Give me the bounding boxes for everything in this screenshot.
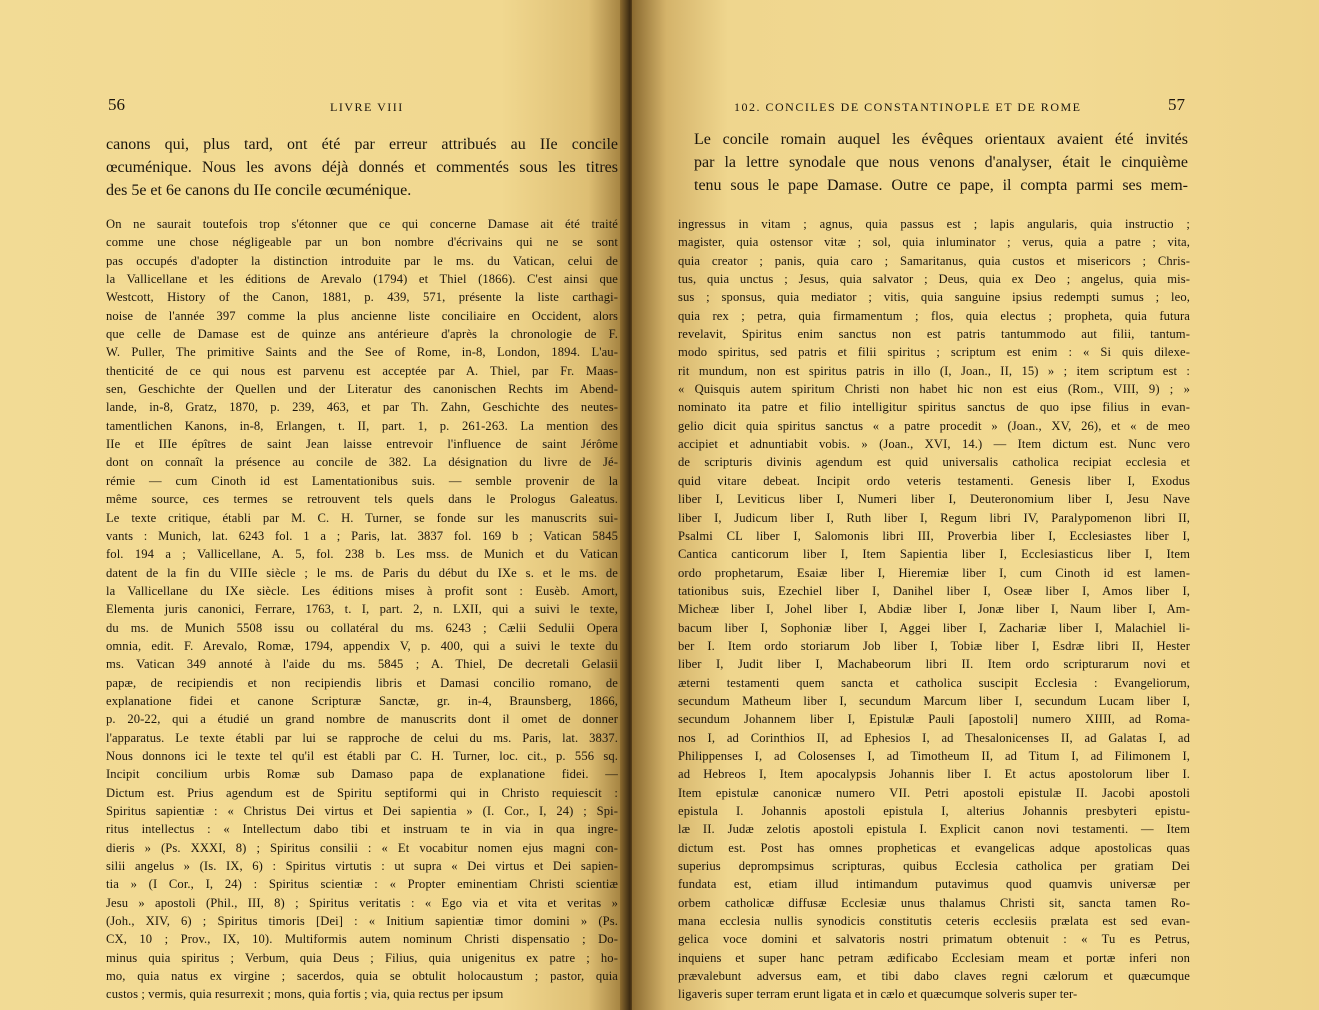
note-line: W. Puller, The primitive Saints and the See of Rome, in-8, London, 1894. L'au- — [106, 345, 618, 360]
left-page — [0, 0, 626, 1010]
note-line: nominato ita patre et filio intelligitur spiritus sanctus de quo ipse filius in evan- — [678, 400, 1190, 415]
note-line: Incipit concilium urbis Romæ sub Damaso papa de explanatione fidei. — — [106, 767, 618, 782]
note-line: quia rex ; petra, quia firmamentum ; flos, quia electus ; propheta, quia futura — [678, 308, 1190, 323]
note-line: gelica voce domini et salvatoris nostri primatum obtenuit : « Tu es Petrus, — [678, 932, 1190, 947]
note-line: nos I, ad Corinthios II, ad Ephesios I, ad Thesalonicenses II, ad Galatas I, ad — [678, 730, 1190, 745]
note-line: Westcott, History of the Canon, 1881, p. 439, 571, présente la liste carthagi- — [106, 290, 618, 305]
note-line: ad Hebreos I, Item apocalypsis Johannis liber I. Et actus apostolorum liber I. — [678, 767, 1190, 782]
note-line: l'apparatus. Le texte établi par lui se rapproche de celui du ms. Paris, lat. 3837. — [106, 730, 618, 745]
right-lead-text — [694, 128, 1188, 197]
note-line: Micheæ liber I, Johel liber I, Abdiæ liber I, Jonæ liber I, Naum liber I, Am- — [678, 602, 1190, 617]
note-line: inquiens et super hanc petram ædificabo Ecclesiam meam et portæ inferi non — [678, 950, 1190, 965]
right-page-number: 57 — [1168, 95, 1185, 114]
note-line: Cantica canticorum liber I, Item Sapientia liber I, Ecclesiasticus liber I, Item — [678, 547, 1190, 562]
note-line: accipiet et adnuntiabit vobis. » (Joan., XVI, 14.) — Item dictum est. Nunc vero — [678, 437, 1190, 452]
note-line: Philippenses I, ad Colosenses I, ad Timotheum II, ad Titum I, ad Filimonem I, — [678, 748, 1190, 763]
lead-line: des 5e et 6e canons du IIe concile œcuménique. — [106, 182, 412, 199]
note-line: dictum est. Post has omnes propheticas et evangelicas adque apostolicas quas — [678, 840, 1190, 855]
note-line: de scripturis divinis agendum est quid universalis catholica recipiat ecclesia et — [678, 455, 1190, 470]
note-line: fol. 194 a ; Vallicellane, A. 5, fol. 238 b. Les mss. de Munich et du Vatican — [106, 547, 618, 562]
note-line: tamentlichen Kanons, in-8, Erlangen, t. II, part. 1, p. 261-263. La mention des — [106, 418, 618, 433]
note-line: même source, ces termes se retrouvent tels quels dans le Prologus Galeatus. — [106, 492, 618, 507]
note-line: Psalmi CL liber I, Salomonis libri III, Proverbia liber I, Ecclesiastes liber I, — [678, 528, 1190, 543]
note-line: ordo prophetarum, Esaiæ liber I, Hieremiæ liber I, cum Cinoth id est lamen- — [678, 565, 1190, 580]
right-footnote-block — [678, 215, 1190, 1004]
note-line: (Joh., XIV, 6) ; Spiritus timoris [Dei] : « Initium sapientiæ timor domini » (Ps. — [106, 914, 618, 929]
note-line: Elementa juris canonici, Ferrare, 1763, t. I, part. 2, n. LXII, qui a suivi le texte, — [106, 602, 618, 617]
note-line: CX, 10 ; Prov., IX, 10). Multiformis autem nominum Christi dispensatio ; Do- — [106, 932, 618, 947]
note-line: bacum liber I, Sophoniæ liber I, Aggei liber I, Zachariæ liber I, Malachiel li- — [678, 620, 1190, 635]
note-line: revelavit, Spiritus enim sanctus non est patris tantummodo aut filii, tantum- — [678, 327, 1190, 342]
note-line: dieris » (Ps. XXXI, 8) ; Spiritus consilii : « Et vocabitur nomen ejus magni con- — [106, 840, 618, 855]
note-line: du ms. de Munich 5508 issu ou collatéral du ms. 6243 ; Cælii Sedulii Opera — [106, 620, 618, 635]
note-line: vants : Munich, lat. 6243 fol. 1 a ; Paris, lat. 3837 fol. 169 b ; Vatican 5845 — [106, 528, 618, 543]
note-line: Jesu » apostoli (Phil., III, 8) ; Spiritus veritatis : « Ego via et vita et veritas » — [106, 895, 618, 910]
note-line: prævalebunt adversus eam, et tibi dabo claves regni cælorum et quæcumque — [678, 969, 1190, 984]
note-line: minus quia spiritus ; Verbum, quia Deus ; Filius, quia unigenitus ex patre ; ho- — [106, 950, 618, 965]
note-line: p. 20-22, qui a étudié un grand nombre de manuscrits dont il omet de donner — [106, 712, 618, 727]
note-line: ms. Vatican 349 annoté à l'aide du ms. 5845 ; A. Thiel, De decretali Gelasii — [106, 657, 618, 672]
note-line: quia creator ; panis, quia caro ; Samaritanus, quia custos et misericors ; Chris- — [678, 253, 1190, 268]
note-line: Le texte critique, établi par M. C. H. Turner, se fonde sur les manuscrits sui- — [106, 510, 618, 525]
note-line: tationibus suis, Ezechiel liber I, Danihel liber I, Oseæ liber I, Amos liber I, — [678, 583, 1190, 598]
note-line: que celle de Damase est de quinze ans antérieure d'après la chronologie de F. — [106, 327, 618, 342]
note-line: mana ecclesia nullis synodicis constitutis ceteris ecclesiis prælata est sed evan- — [678, 914, 1190, 929]
note-line: secundum Matheum liber I, secundum Marcum liber I, secundum Lucam liber I, — [678, 693, 1190, 708]
note-line: datent de la fin du VIIIe siècle ; le ms. de Paris du début du IXe s. et le ms. de — [106, 565, 618, 580]
lead-line: tenu sous le pape Damase. Outre ce pape, il compta parmi ses mem- — [694, 177, 1188, 194]
note-line: sus ; sponsus, quia mediator ; vitis, quia sanguine ipsius redempti sumus ; leo, — [678, 290, 1190, 305]
note-line: quid vitare debeat. Incipit ordo veteris testamenti. Genesis liber I, Exodus — [678, 473, 1190, 488]
note-line: tus, quia unctus ; Jesus, quia salvator ; Deus, quia ex Deo ; angelus, quia mis- — [678, 272, 1190, 287]
note-line: la Vallicellane et les éditions de Arevalo (1794) et Thiel (1866). C'est ainsi que — [106, 272, 618, 287]
note-line: æterni testamenti quem sancta et catholica suscipit Ecclesia : Evangeliorum, — [678, 675, 1190, 690]
note-line: superius deprompsimus scripturas, quibus Ecclesia catholica per gratiam Dei — [678, 859, 1190, 874]
note-line: Item epistulæ canonicæ numero VII. Petri apostoli epistulæ II. Jacobi apostoli — [678, 785, 1190, 800]
note-line: Dictum est. Prius agendum est de Spiritu septiformi qui in Christo requiescit : — [106, 785, 618, 800]
note-line: secundum Johannem liber I, Epistulæ Pauli [apostoli] numero XIIII, ad Roma- — [678, 712, 1190, 727]
note-line: IIe et IIIe épîtres de saint Jean laisse entrevoir l'influence de saint Jérôme — [106, 437, 618, 452]
note-line: « Quisquis autem spiritum Christi non habet hic non est eius (Rom., VIII, 9) ; » — [678, 382, 1190, 397]
note-line: comme une chose négligeable par un bon nombre d'écrivains qui ne se sont — [106, 235, 618, 250]
right-running-head: 102. CONCILES DE CONSTANTINOPLE ET DE ROME — [734, 100, 1082, 114]
note-line: modo spiritus, sed patris et filii spiritus ; scriptum est enim : « Si quis dilexe- — [678, 345, 1190, 360]
note-line: ber I. Item ordo storiarum Job liber I, Tobiæ liber I, Esdræ libri II, Hester — [678, 638, 1190, 653]
note-line: Spiritus sapientiæ : « Christus Dei virtus et Dei sapientia » (I. Cor., I, 24) ; Spi- — [106, 804, 618, 818]
note-line: liber I, Leviticus liber I, Numeri liber I, Deuteronomium liber I, Jesu Nave — [678, 492, 1190, 507]
lead-line: par la lettre synodale que nous venons d'analyser, était le cinquième — [694, 154, 1188, 171]
note-line: ligaveris super terram erunt ligata et in cælo et quæcumque solveris super ter- — [678, 987, 1078, 1002]
note-line: noise de l'année 397 comme la plus ancienne liste conciliaire en Occident, alors — [106, 308, 618, 323]
note-line: papæ, de recipiendis et non recipiendis libris et Damasi concilio romano, de — [106, 675, 618, 690]
note-line: rémie — cum Cinoth id est Lamentationibus suis. — semble provenir de la — [106, 473, 618, 488]
lead-line: œcuménique. Nous les avons déjà donnés et commentés sous les titres — [106, 159, 618, 176]
note-line: ritus intellectus : « Intellectum dabo tibi et instruam te in via in qua ingre- — [106, 822, 618, 837]
note-line: Nous donnons ici le texte tel qu'il est établi par C. H. Turner, loc. cit., p. 556 sq. — [106, 748, 618, 763]
note-line: fundata est, etiam illud intimandum putavimus quod quamvis universæ per — [678, 877, 1190, 892]
left-page-number: 56 — [108, 95, 125, 114]
note-line: tia » (I Cor., I, 24) : Spiritus scientiæ : « Propter eminentiam Christi scientiæ — [106, 877, 618, 892]
left-running-head: LIVRE VIII — [330, 100, 404, 114]
note-line: omnia, edit. F. Arevalo, Romæ, 1794, appendix V, p. 400, qui a suivi le texte du — [106, 638, 618, 653]
note-line: læ II. Judæ zelotis apostoli epistula I. Explicit canon novi testamenti. — Item — [678, 822, 1190, 837]
note-line: explanatione fidei et canone Scripturæ Sanctæ, gr. in-4, Braunsberg, 1866, — [106, 693, 618, 708]
note-line: epistula I. Johannis apostoli epistula I, alterius Johannis presbyteri epistu- — [678, 804, 1190, 818]
note-line: ingressus in vitam ; agnus, quia passus est ; lapis angularis, quia instructio ; — [678, 217, 1190, 231]
note-line: sen, Geschichte der Quellen und der Literatur des canonischen Rechts im Abend- — [106, 382, 618, 397]
note-line: liber I, Judit liber I, Machabeorum libri II. Item ordo scripturarum novi et — [678, 657, 1190, 672]
note-line: orbem catholicæ diffusæ Ecclesiæ unus thalamus Christi sit, sancta tamen Ro- — [678, 895, 1190, 910]
note-line: lande, in-8, Gratz, 1870, p. 239, 463, et par Th. Zahn, Geschichte des neutes- — [106, 400, 618, 415]
right-page — [632, 0, 1319, 1010]
note-line: rit mundum, non est spiritus patris in illo (I, Joan., II, 15) » ; item scriptum est : — [678, 363, 1190, 378]
lead-line: canons qui, plus tard, ont été par erreur attribués au IIe concile — [106, 136, 618, 153]
note-line: On ne saurait toutefois trop s'étonner que ce qui concerne Damase ait été traité — [106, 217, 618, 231]
lead-line: Le concile romain auquel les évêques orientaux avaient été invités — [694, 131, 1188, 148]
note-line: silii angelus » (Is. IX, 6) : Spiritus virtutis : ut supra « Dei virtus et Dei sapien- — [106, 859, 618, 874]
note-line: magister, quia ostensor vitæ ; sol, quia inluminator ; verus, quia a patre ; vita, — [678, 235, 1190, 250]
note-line: custos ; vermis, quia resurrexit ; mons, quia fortis ; via, quia rectus per ipsum — [106, 987, 504, 1002]
left-lead-text — [106, 133, 618, 202]
note-line: thenticité de ce qui nous est parvenu est acceptée par A. Thiel, par Fr. Maas- — [106, 363, 618, 378]
left-footnote-block — [106, 215, 618, 1004]
note-line: gelio dicit quia spiritus sanctus « a patre procedit » (Joan., XV, 26), et « de meo — [678, 418, 1190, 433]
note-line: la Vallicellane du IXe siècle. Les éditions mises à profit sont : Eusèb. Amort, — [106, 583, 618, 598]
note-line: mo, quia natus ex virgine ; sacerdos, quia se obtulit holocaustum ; pastor, quia — [106, 969, 618, 984]
note-line: pas occupés d'adopter la distinction introduite par le ms. du Vatican, celui de — [106, 253, 618, 268]
note-line: dont on connaît la présence au concile de 382. La désignation du livre de Jé- — [106, 455, 618, 470]
note-line: liber I, Judicum liber I, Ruth liber I, Regum libri IV, Paralypomenon libri II, — [678, 510, 1190, 525]
